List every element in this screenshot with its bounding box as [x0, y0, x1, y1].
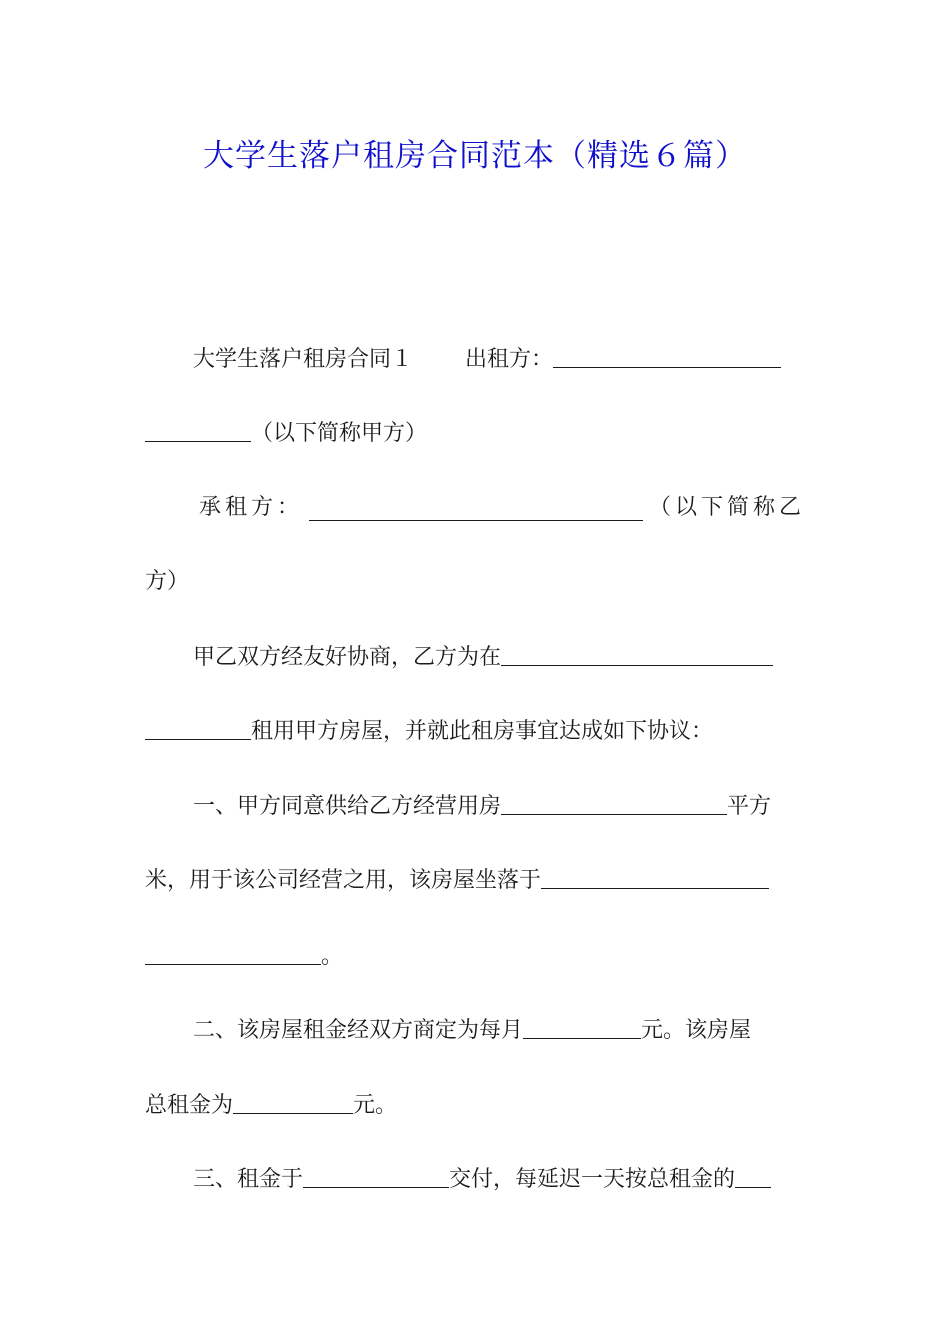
clause-1-unit: 平方	[727, 794, 772, 819]
text-line	[145, 1013, 853, 1049]
area-blank	[501, 789, 727, 815]
address-blank-cont	[145, 939, 321, 965]
lessee-label: 承租方：	[199, 495, 304, 520]
monthly-rent-blank	[523, 1013, 641, 1039]
clause-2-text: 总租金为	[145, 1093, 234, 1118]
location-blank-cont	[145, 714, 251, 740]
text-line	[145, 416, 805, 452]
text-line	[145, 714, 805, 750]
text-line	[145, 1162, 853, 1198]
paragraph-text: 甲乙双方经友好协商，乙方为在	[193, 645, 502, 670]
clause-1-end: 。	[321, 944, 344, 969]
lessor-label: 出租方：	[465, 347, 554, 372]
text-line	[145, 1088, 805, 1124]
clause-3-text: 三、租金于	[193, 1167, 304, 1192]
text-line	[145, 939, 805, 975]
total-rent-blank	[233, 1088, 353, 1114]
lessee-note-end: 方）	[145, 569, 190, 594]
lessor-blank	[553, 342, 781, 368]
lessor-blank-cont	[145, 416, 251, 442]
clause-2-text: 二、该房屋租金经双方商定为每月	[193, 1018, 524, 1043]
clause-3-text: 交付，每延迟一天按总租金的	[449, 1167, 736, 1192]
penalty-rate-blank	[735, 1162, 771, 1188]
contract-heading: 大学生落户租房合同１	[193, 347, 414, 372]
address-blank	[541, 863, 769, 889]
lessee-note: （以下简称乙	[648, 495, 805, 520]
clause-1-text: 米，用于该公司经营之用，该房屋坐落于	[145, 868, 542, 893]
text-line	[145, 640, 853, 676]
text-line	[145, 342, 853, 378]
lessor-note: （以下简称甲方）	[251, 421, 428, 446]
location-blank	[501, 640, 773, 666]
text-line	[145, 863, 805, 899]
text-line	[145, 789, 853, 825]
text-line	[145, 490, 805, 526]
payment-date-blank	[303, 1162, 449, 1188]
clause-2-text: 元。该房屋	[641, 1018, 752, 1043]
clause-1-text: 一、甲方同意供给乙方经营用房	[193, 794, 502, 819]
document-title: 大学生落户租房合同范本（精选６篇）	[203, 138, 747, 174]
lessee-blank	[309, 495, 643, 521]
clause-2-end: 元。	[353, 1093, 398, 1118]
paragraph-text: 租用甲方房屋，并就此租房事宜达成如下协议：	[251, 719, 714, 744]
text-line	[145, 564, 805, 600]
